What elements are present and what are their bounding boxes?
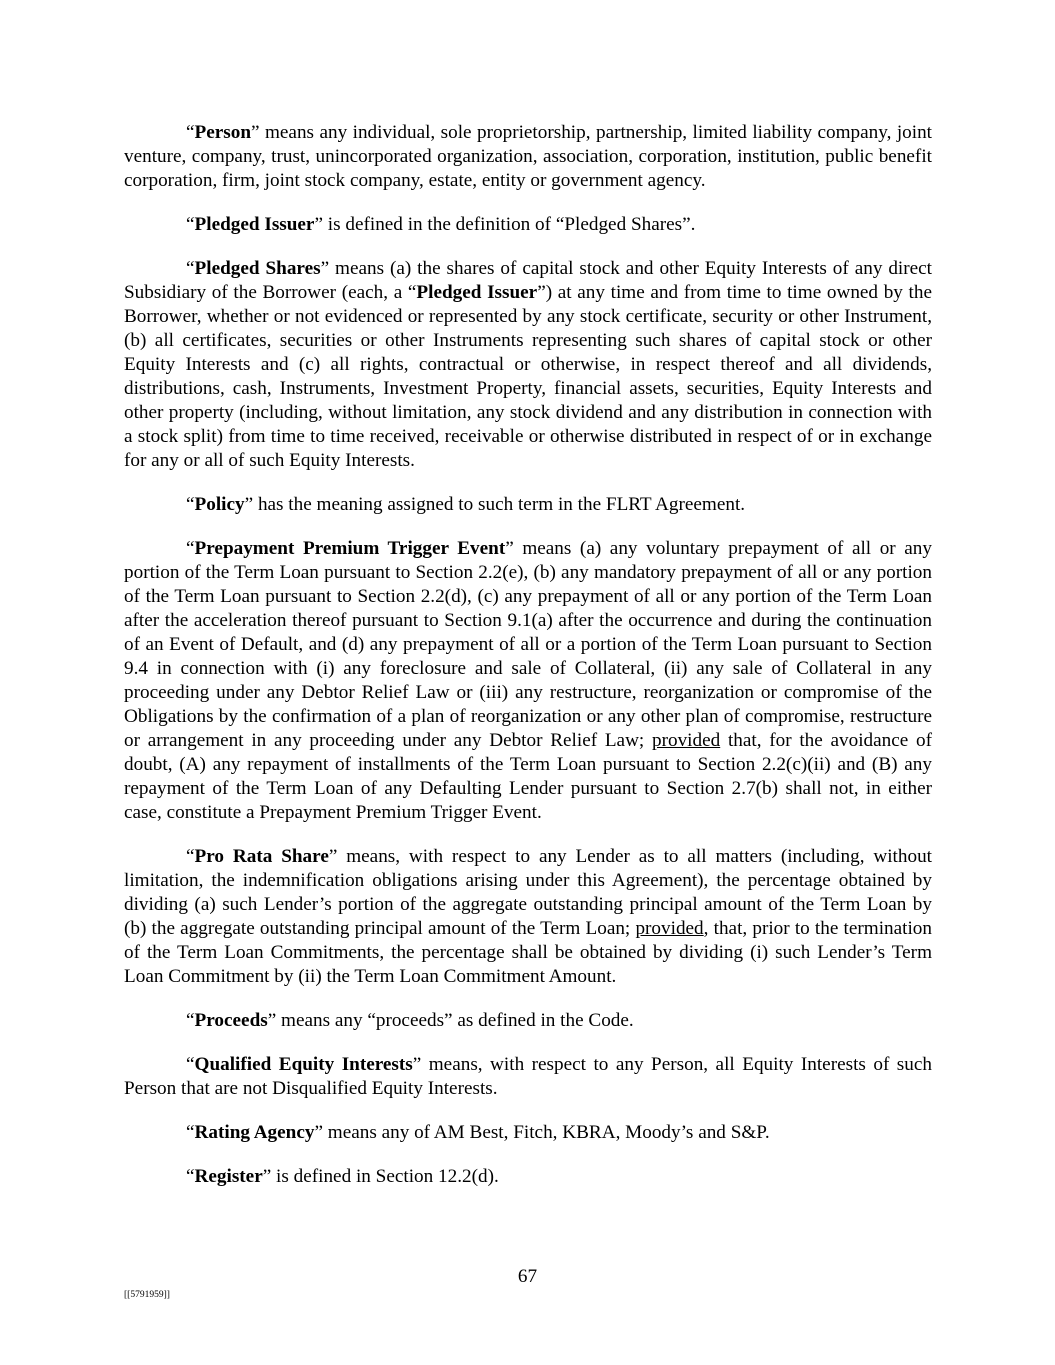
definition-text: “ — [186, 538, 195, 559]
defined-term: Rating Agency — [194, 1122, 315, 1143]
definition-text: “ — [186, 1054, 195, 1075]
definition-text: that, for the avoidance of doubt, (A) any repayment of installments of the Term Loan pursuant to Section 2.2(c)(ii) and (B) any repayment of the Term Loan of any Defaulting Lender pursuant to Section 2.7(b) shall not, in either case, constitute a Prepayment Premium Trigger Event. — [124, 730, 932, 823]
defined-term: Pledged Issuer — [416, 282, 538, 303]
definition-text: “ — [186, 1122, 195, 1143]
definition-text: ” has the meaning assigned to such term in the FLRT Agreement. — [244, 494, 746, 515]
defined-term: Person — [194, 122, 252, 143]
definition-paragraph — [124, 121, 932, 193]
definition-paragraph — [124, 257, 932, 473]
definition-text: ” means (a) the shares of capital stock and other Equity Interests of any direct Subsidiary of the Borrower (each, a “ — [124, 258, 933, 303]
definition-text: “ — [186, 1010, 195, 1031]
page-number: 67 — [517, 1266, 538, 1287]
definitions-list — [124, 121, 932, 1189]
underlined-text: provided — [652, 730, 721, 751]
definition-paragraph — [124, 1009, 932, 1033]
underlined-text: provided — [635, 918, 704, 939]
defined-term: Register — [194, 1166, 263, 1187]
definition-paragraph — [124, 537, 932, 825]
definition-text: ” means any “proceeds” as defined in the Code. — [267, 1010, 634, 1031]
definition-text: ” means, with respect to any Person, all Equity Interests of such Person that are not Disqualified Equity Interests. — [124, 1054, 932, 1099]
defined-term: Pledged Shares — [194, 258, 321, 279]
defined-term: Policy — [194, 494, 245, 515]
definition-text: , that, prior to the termination of the Term Loan Commitments, the percentage shall be obtained by dividing (i) such Lender’s Term Loan Commitment by (ii) the Term Loan Commitment Amount. — [124, 918, 932, 987]
defined-term: Pledged Issuer — [194, 214, 315, 235]
definition-text: ” is defined in the definition of “Pledged Shares”. — [314, 214, 696, 235]
definition-paragraph — [124, 1053, 932, 1101]
definition-text: “ — [186, 1166, 195, 1187]
definition-text: ” means any individual, sole proprietorship, partnership, limited liability company, joint venture, company, trust, unincorporated organization, association, corporation, institution, public benefit corporation, firm, joint stock company, estate, entity or government agency. — [124, 122, 932, 191]
definition-text: “ — [186, 122, 195, 143]
definition-text: ” is defined in Section 12.2(d). — [262, 1166, 499, 1187]
document-id: [[5791959]] — [124, 1290, 170, 1300]
definition-text: ” means, with respect to any Lender as to all matters (including, without limitation, the indemnification obligations arising under this Agreement), the percentage obtained by dividing (a) such Lender’s portion of the aggregate outstanding principal amount of the Term Loan by (b) the aggregate outstanding principal amount of the Term Loan; — [124, 846, 932, 939]
document-page — [124, 121, 932, 1209]
definition-text: “ — [186, 258, 195, 279]
definition-paragraph — [124, 493, 932, 517]
definition-paragraph — [124, 1121, 932, 1145]
definition-text: ” means any of AM Best, Fitch, KBRA, Moody’s and S&P. — [314, 1122, 770, 1143]
definition-text: “ — [186, 494, 195, 515]
definition-paragraph — [124, 845, 932, 989]
definition-text: ” means (a) any voluntary prepayment of all or any portion of the Term Loan pursuant to Section 2.2(e), (b) any mandatory prepayment of all or any portion of the Term Loan pursuant to Section 2.2(d), (c) any prepayment of all or any portion of the Term Loan after the acceleration thereof pursuant to Section 9.1(a) after the occurrence and during the continuation of an Event of Default, and (d) any prepayment of all or a portion of the Term Loan pursuant to Section 9.4 in connection with (i) any foreclosure and sale of Collateral, (ii) any sale of Collateral in any proceeding under any Debtor Relief Law or (iii) any restructure, reorganization or compromise of the Obligations by the confirmation of a plan of reorganization or any other plan of compromise, restructure or arrangement in any proceeding under any Debtor Relief Law; — [124, 538, 932, 751]
defined-term: Qualified Equity Interests — [194, 1054, 413, 1075]
definition-paragraph — [124, 213, 932, 237]
defined-term: Proceeds — [194, 1010, 268, 1031]
defined-term: Pro Rata Share — [194, 846, 329, 867]
definition-text: “ — [186, 214, 195, 235]
definition-paragraph — [124, 1165, 932, 1189]
defined-term: Prepayment Premium Trigger Event — [194, 538, 506, 559]
definition-text: “ — [186, 846, 195, 867]
definition-text: ”) at any time and from time to time owned by the Borrower, whether or not evidenced or represented by any stock certificate, security or other Instrument, (b) all certificates, securities or other Instruments representing such shares of capital stock or other Equity Interests and (c) all rights, contractual or otherwise, in respect thereof and all dividends, distributions, cash, Instruments, Investment Property, financial assets, securities, Equity Interests and other property (including, without limitation, any stock dividend and any distribution in connection with a stock split) from time to time received, receivable or otherwise distributed in respect of or in exchange for any or all of such Equity Interests. — [124, 282, 932, 471]
